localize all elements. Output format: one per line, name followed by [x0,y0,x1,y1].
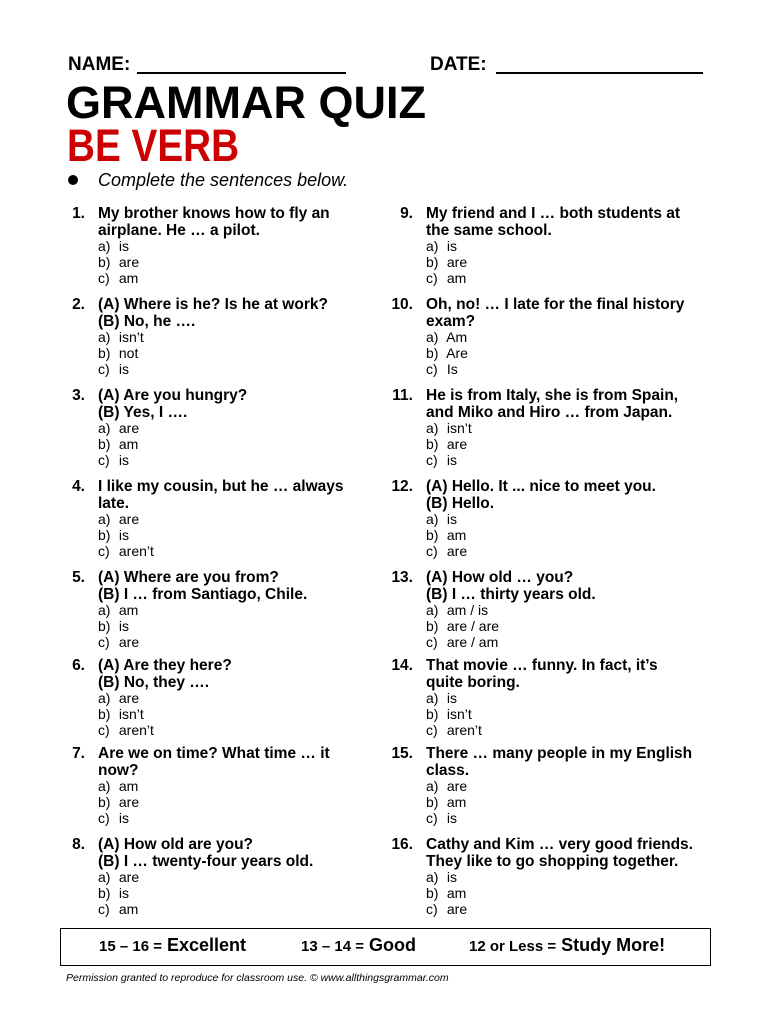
answer-option [426,238,680,254]
answer-option [98,420,247,436]
instructions-text: Complete the sentences below. [98,170,349,190]
option-text: is [446,869,458,885]
answer-option [426,452,678,468]
question-number: 3. [72,387,85,404]
option-text: is [118,810,130,826]
question-1 [55,205,383,296]
question-number: 13. [391,569,413,586]
name-blank-line [137,58,346,74]
option-letter: a) [98,602,111,618]
option-letter: c) [98,810,110,826]
option-text: are [118,794,140,810]
question-4 [55,478,383,569]
answer-option [98,885,313,901]
option-letter: c) [426,361,438,377]
option-letter: a) [98,869,111,885]
option-letter: a) [98,329,111,345]
option-letter: a) [426,511,439,527]
score-rating: Excellent [167,935,247,955]
option-letter: c) [98,634,110,650]
option-letter: c) [98,361,110,377]
option-letter: c) [98,722,110,738]
option-letter: c) [426,270,438,286]
option-text: am / is [446,602,489,618]
question-11 [383,387,711,478]
question-body [98,745,330,826]
question-text-line: They like to go shopping together. [426,853,679,870]
question-text-line: I like my cousin, but he … always [98,478,344,495]
question-body [98,836,313,917]
option-letter: a) [98,778,111,794]
question-body [98,657,232,738]
copyright-footer: Permission granted to reproduce for classroom use. © www.allthingsgrammar.com [66,972,449,984]
answer-options [426,778,692,826]
option-text: isn’t [118,706,144,722]
question-text-line: class. [426,762,470,779]
option-text: aren’t [446,722,482,738]
question-text-line: Cathy and Kim … very good friends. [426,836,693,853]
option-text: Is [446,361,458,377]
question-text-line: That movie … funny. In fact, it’s [426,657,658,674]
option-text: isn’t [446,420,472,436]
answer-option [426,690,658,706]
answer-option [426,602,596,618]
name-label: NAME: [68,54,131,75]
option-text: is [118,238,130,254]
option-letter: b) [98,527,111,543]
answer-option [426,794,692,810]
score-range: 13 – 14 = [301,938,364,955]
option-text: are [118,869,140,885]
answer-option [98,901,313,917]
question-body [426,569,596,650]
option-letter: b) [426,885,439,901]
option-letter: b) [426,794,439,810]
option-letter: a) [426,602,439,618]
option-letter: c) [426,634,438,650]
answer-option [98,254,330,270]
option-text: am [446,527,467,543]
option-text: are / are [446,618,500,634]
answer-options [98,511,344,559]
date-label: DATE: [430,54,487,75]
answer-option [426,329,684,345]
option-text: aren’t [118,722,154,738]
option-letter: c) [426,543,438,559]
score-key-excellent [99,935,246,957]
answer-option [98,436,247,452]
option-text: not [118,345,139,361]
option-text: are [446,254,468,270]
question-text-line: (B) Yes, I …. [98,404,188,421]
question-number: 9. [400,205,413,222]
question-number: 6. [72,657,85,674]
question-13 [383,569,711,657]
option-text: are / am [446,634,499,650]
question-number: 8. [72,836,85,853]
question-body [426,387,678,468]
question-text-line: There … many people in my English [426,745,693,762]
question-body [426,745,692,826]
question-number: 4. [72,478,85,495]
answer-option [426,254,680,270]
option-text: are [118,420,140,436]
answer-option [98,706,232,722]
question-text-line: (A) Where are you from? [98,569,279,586]
score-rating: Good [369,935,416,955]
option-letter: b) [98,436,111,452]
question-14 [383,657,711,745]
question-body [426,478,656,559]
question-number: 16. [391,836,413,853]
answer-option [98,618,307,634]
option-text: is [446,238,458,254]
question-body [98,478,344,559]
answer-option [98,810,330,826]
option-text: are [446,543,468,559]
answer-options [426,602,596,650]
question-body [426,836,693,917]
answer-option [426,869,693,885]
option-letter: a) [426,420,439,436]
answer-option [426,361,684,377]
option-text: are [118,511,140,527]
answer-options [426,420,678,468]
option-letter: b) [98,345,111,361]
question-text-line: quite boring. [426,674,520,691]
answer-option [426,420,678,436]
option-text: am [118,901,139,917]
option-text: am [446,794,467,810]
question-text-line: and Miko and Hiro … from Japan. [426,404,673,421]
score-key-box [60,928,711,966]
answer-options [98,778,330,826]
answer-option [426,345,684,361]
answer-option [98,345,328,361]
question-body [426,205,680,286]
option-letter: a) [426,329,439,345]
option-letter: b) [98,794,111,810]
answer-option [426,618,596,634]
option-text: are [446,901,468,917]
question-text-line: He is from Italy, she is from Spain, [426,387,679,404]
option-letter: b) [426,527,439,543]
question-2 [55,296,383,387]
question-text-line: (B) I … from Santiago, Chile. [98,586,308,603]
question-number: 15. [391,745,413,762]
option-letter: c) [98,543,110,559]
question-grid [55,205,711,927]
option-letter: c) [426,810,438,826]
option-text: is [118,885,130,901]
question-text-line: (A) Are you hungry? [98,387,248,404]
option-text: am [118,270,139,286]
option-text: is [118,361,130,377]
score-key-good [301,935,416,957]
question-text-line: My friend and I … both students at [426,205,681,222]
answer-option [98,869,313,885]
option-letter: c) [426,722,438,738]
answer-option [426,527,656,543]
option-letter: a) [426,869,439,885]
option-text: is [118,618,130,634]
question-number: 10. [391,296,413,313]
score-range: 12 or Less = [469,938,557,955]
question-body [426,296,684,377]
option-text: am [446,270,467,286]
option-letter: c) [426,901,438,917]
answer-option [98,634,307,650]
option-letter: c) [98,270,110,286]
answer-options [98,420,247,468]
answer-option [98,361,328,377]
question-text-line: (A) Where is he? Is he at work? [98,296,328,313]
score-range: 15 – 16 = [99,938,162,955]
option-letter: a) [98,511,111,527]
answer-options [426,869,693,917]
option-text: are [118,254,140,270]
question-body [98,569,307,650]
question-text-line: Are we on time? What time … it [98,745,330,762]
option-letter: a) [98,690,111,706]
question-number: 1. [72,205,85,222]
option-letter: a) [426,778,439,794]
answer-options [98,602,307,650]
option-text: is [118,452,130,468]
answer-option [98,329,328,345]
question-9 [383,205,711,296]
question-number: 7. [72,745,85,762]
option-letter: a) [98,420,111,436]
question-text-line: airplane. He … a pilot. [98,222,260,239]
answer-option [426,722,658,738]
answer-option [98,543,344,559]
option-text: are [118,634,140,650]
answer-option [98,602,307,618]
option-text: isn’t [118,329,144,345]
answer-options [98,869,313,917]
question-text-line: the same school. [426,222,552,239]
option-text: is [446,511,458,527]
option-letter: a) [426,690,439,706]
answer-option [98,722,232,738]
option-text: am [118,602,139,618]
score-rating: Study More! [561,935,666,955]
answer-option [98,690,232,706]
option-text: is [446,810,458,826]
question-number: 12. [391,478,413,495]
option-text: is [118,527,130,543]
answer-option [98,778,330,794]
option-letter: b) [98,254,111,270]
answer-option [426,885,693,901]
question-text-line: (B) I … twenty-four years old. [98,853,314,870]
question-number: 14. [391,657,413,674]
question-text-line: late. [98,495,130,512]
question-text-line: My brother knows how to fly an [98,205,330,222]
option-letter: c) [98,901,110,917]
quiz-title: GRAMMAR QUIZ [66,77,426,128]
question-text-line: (A) Hello. It ... nice to meet you. [426,478,656,495]
answer-options [98,238,330,286]
option-text: Are [446,345,468,361]
question-body [426,657,658,738]
question-text-line: exam? [426,313,476,330]
option-text: are [118,690,140,706]
question-text-line: (A) How old … you? [426,569,574,586]
question-16 [383,836,711,927]
question-text-line: now? [98,762,139,779]
question-body [98,205,330,286]
option-letter: b) [98,618,111,634]
answer-option [98,270,330,286]
option-letter: b) [426,345,439,361]
answer-option [98,511,344,527]
option-text: are [446,778,468,794]
question-10 [383,296,711,387]
question-body [98,387,247,468]
question-text-line: Oh, no! … I late for the final history [426,296,685,313]
question-text-line: (B) Hello. [426,495,495,512]
question-6 [55,657,383,745]
question-7 [55,745,383,836]
answer-option [426,634,596,650]
quiz-topic: BE VERB [67,120,240,171]
answer-options [426,238,680,286]
date-blank-line [496,58,703,74]
question-text-line: (A) How old are you? [98,836,253,853]
question-12 [383,478,711,569]
option-letter: a) [426,238,439,254]
option-letter: c) [98,452,110,468]
question-text-line: (B) I … thirty years old. [426,586,596,603]
option-letter: b) [426,436,439,452]
answer-option [426,511,656,527]
answer-options [98,690,232,738]
option-text: am [118,778,139,794]
answer-option [426,901,693,917]
answer-option [426,810,692,826]
answer-option [426,270,680,286]
question-number: 5. [72,569,85,586]
option-letter: b) [426,254,439,270]
option-text: aren’t [118,543,154,559]
answer-option [98,527,344,543]
answer-options [98,329,328,377]
option-text: is [446,452,458,468]
question-number: 2. [72,296,85,313]
bullet-icon [68,175,78,185]
option-letter: b) [98,706,111,722]
answer-option [426,706,658,722]
option-letter: b) [426,706,439,722]
answer-options [426,690,658,738]
question-body [98,296,328,377]
question-8 [55,836,383,927]
question-15 [383,745,711,836]
question-number: 11. [392,387,413,404]
option-text: am [446,885,467,901]
score-key-study-more [469,935,665,957]
option-text: are [446,436,468,452]
answer-option [426,543,656,559]
answer-option [98,452,247,468]
answer-option [98,238,330,254]
question-text-line: (B) No, he …. [98,313,196,330]
option-text: isn’t [446,706,472,722]
option-letter: b) [98,885,111,901]
option-text: am [118,436,139,452]
answer-options [426,329,684,377]
answer-option [98,794,330,810]
question-text-line: (B) No, they …. [98,674,210,691]
option-letter: b) [426,618,439,634]
question-5 [55,569,383,657]
option-text: is [446,690,458,706]
question-text-line: (A) Are they here? [98,657,232,674]
question-3 [55,387,383,478]
answer-options [426,511,656,559]
option-text: Am [446,329,468,345]
answer-option [426,778,692,794]
answer-option [426,436,678,452]
option-letter: a) [98,238,111,254]
option-letter: c) [426,452,438,468]
